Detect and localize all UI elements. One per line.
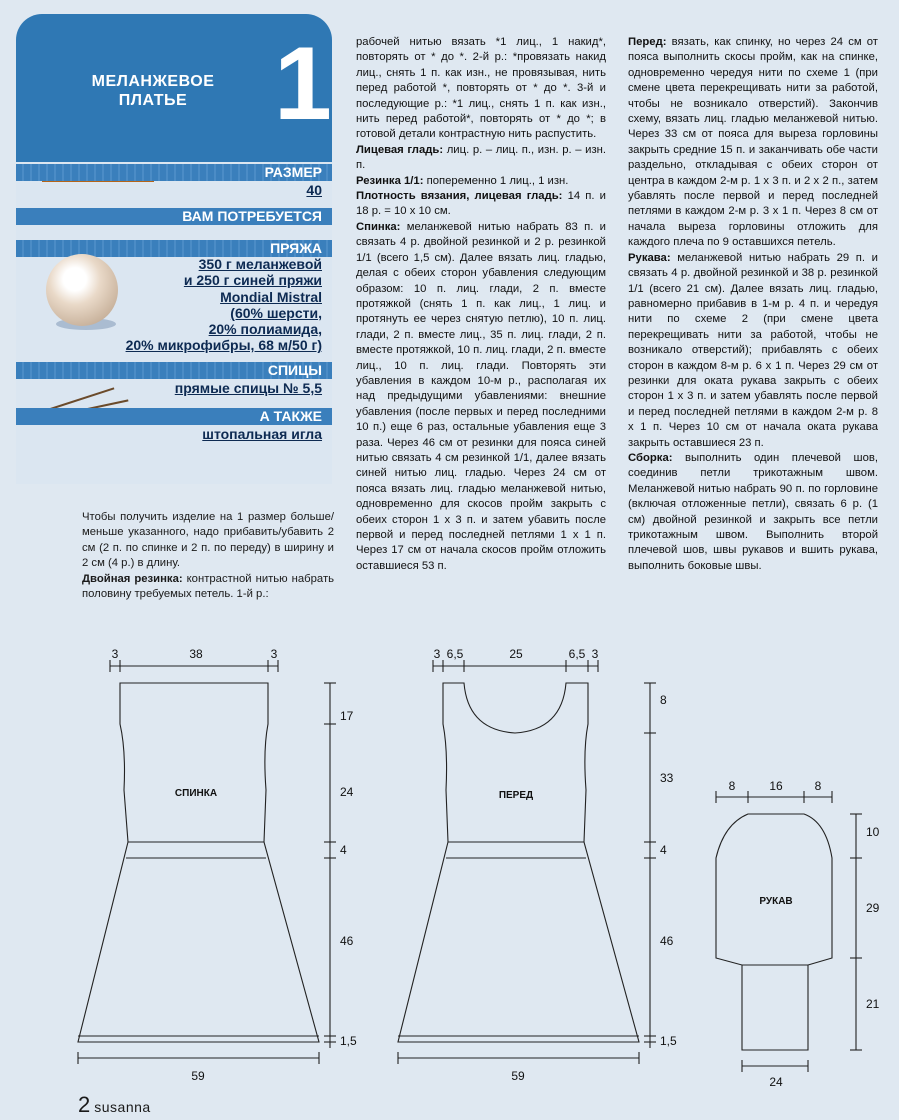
title-line-1: МЕЛАНЖЕВОЕ [91,73,215,90]
front-top-dim-1: 3 [433,647,441,661]
sleeve-right-dim-3: 21 [866,997,880,1011]
assembly-text: выполнить один плечевой шов, соединив петли трикотажным швом. Меланжевой нитью набрать 90 п. по горловине (включая отложенные петли), связать 6 р. (1 см) двойной резинкой и закрыть все петли трикотажным швом. Выполнить второй плечевой шов, швы рукавов и вшить рукава, выполнить боковые швы. [628,451,878,572]
yarn-details: 350 г меланжевой и 250 г синей пряжи Mondial Mistral (60% шерсти, 20% полиамида, 20% микрофибры, 68 м/50 г) [125,256,322,354]
front-heading: Перед: [628,36,667,48]
sleeve-text: меланжевой нитью набрать 29 п. и связать 4 р. двойной резинкой и 38 р. резинкой 1/1 (всего 21 см). Далее вязать лиц. гладью, равномерно прибавив в 1-м р. 4 п. и чередуя нити по схеме 2 (при смене цвета перекрещивать нити за работой, чтобы не возникало отверстий); прибавлять с обеих сторон в каждом 8-м р. 6 х 1 п. Через 29 см от резинки для оката рукава закрыть с обеих сторон 1 х 3 п. и затем убавлять после первой и перед последней петлями в каждом 2-м р. 8 х 1 п. Через 10 см от начала оката рукава закрыть оставшиеся 23 п. [628,251,878,449]
need-label: ВАМ ПОТРЕБУЕТСЯ [182,208,322,224]
front-right-dim-3: 4 [660,843,667,857]
density-text: 14 п. и 18 р. = 10 х 10 см. [356,190,606,218]
double-rib-heading: Двойная резинка: [82,572,183,585]
front-right-dim-1: 8 [660,693,667,707]
front-top-dim-5: 3 [591,647,599,661]
pattern-number: 1 [274,26,332,142]
size-adjust-note: Чтобы получить изделие на 1 размер больше/меньше указанного, надо прибавить/убавить 2 см (2 п. по спинке и 2 п. по переду) в ширину и 2 см (4 р.) в длину. [82,511,334,570]
sleeve-piece-outline [716,814,832,1050]
page-footer [78,1092,151,1118]
double-rib-continued: рабочей нитью вязать *1 лиц., 1 накид*, повторять от * до *. 2-й р.: *провязать накид лиц., снять 1 п. как изн., не провязывая, нить перед работой *, повторять от * до *. 3-й и последующие р.: *1 лиц., снять 1 п. как изн., нить перед работой*, повторять от * до *; в готовой детали контрастную нить распустить. [356,36,606,141]
sleeve-top-dim-3: 8 [814,779,822,793]
sleeve-right-dim-2: 29 [866,901,880,915]
back-top-dim-3: 3 [270,647,278,661]
back-top-dim-2: 38 [189,647,203,661]
density-heading: Плотность вязания, лицевая гладь: [356,190,563,203]
back-label: СПИНКА [174,788,218,799]
sleeve-right-dim-1: 10 [866,825,880,839]
rib-text: попеременно 1 лиц., 1 изн. [423,174,569,187]
back-top-dim-1: 3 [111,647,119,661]
front-bottom-dim: 59 [511,1069,525,1083]
back-right-dim-4: 46 [340,934,354,948]
back-text: меланжевой нитью набрать 83 п. и связать 4 р. двойной резинкой и 2 р. резинкой 1/1 (всего 1,5 см). Далее вязать лиц. гладью, делая с обеих сторон убавления следующим образом: 10 п. лиц. глади, 2 п. вместе протяжкой (снять 1 п. как лиц., 1 лиц. и протянуть ее через снятую петлю), 10 п. лиц. глади, 2 п. вместе лиц., 35 п. лиц. глади, 2 п. вместе протяжкой, 10 п. лиц. глади, 2 п. вместе лиц., 10 п. лиц. глади. Повторять эти убавления в каждом 10-м р., располагая их над предыдущими убавлениями: внешние убавления (после первых и перед последними 10 п.) еще 6 раз, остальные убавления еще 3 раза. Через 46 см от резинки для пояса синей нитью связать 4 см резинкой 1/1, далее вязать синей нитью лиц. гладью. Через 24 см от пояса вязать лиц. гладью меланжевой нитью, одновременно для скосов пройм закрыть с обеих сторон 1 х 3 п. и затем убавить после первой и перед последней петлями 1 х 1 п. Через 17 см от начала скосов пройм отложить оставшиеся 53 п. [356,220,606,572]
sleeve-top-dim-2: 16 [769,779,783,793]
sleeve-heading: Рукава: [628,251,671,264]
front-label: ПЕРЕД [498,790,534,801]
title-line-2: ПЛАТЬЕ [118,92,188,109]
back-piece-outline [78,683,319,1042]
also-label: А ТАКЖЕ [259,408,322,424]
rib-heading: Резинка 1/1: [356,174,424,187]
back-right-dim-2: 24 [340,785,354,799]
front-top-dim-4: 6,5 [568,647,586,661]
back-right-dim-5: 1,5 [340,1034,357,1048]
sleeve-label: РУКАВ [759,896,793,907]
also-value: штопальная игла [202,426,322,442]
front-top-dim-2: 6,5 [446,647,464,661]
assembly-heading: Сборка: [628,451,673,464]
stockinette-text: лиц. р. – лиц. п., изн. р. – изн. п. [356,143,606,172]
front-top-dim-3: 25 [509,647,523,661]
sleeve-bottom-dim: 24 [769,1075,783,1089]
size-label: РАЗМЕР [264,164,322,180]
yarn-label: ПРЯЖА [270,240,322,256]
front-right-dim-2: 33 [660,771,674,785]
front-right-dim-5: 1,5 [660,1034,677,1048]
back-bottom-dim: 59 [191,1069,205,1083]
front-text: вязать, как спинку, но через 24 см от пояса выполнить скосы пройм, как на спинке, одновременно чередуя нити по схеме 1 (при смене цвета перекрещивать нити за работой, чтобы не возникало отверстий). Закончив схему, вязать лиц. гладью меланжевой нитью. Через 33 см от пояса для выреза горловины закрыть средние 15 п. и заканчивать обе части раздельно, откладывая с обеих сторон от центра в каждом 2-м р. 1 х 3 п. и 2 х 2 п., затем убавлять после первой и перед последней петлями в каждом 2-м р. 3 х 1 п. Через 8 см от начала выреза горловины отложить для каждого плеча по 9 оставшихся петель. [628,36,878,249]
needles-value: прямые спицы № 5,5 [174,380,322,396]
needles-label: СПИЦЫ [267,362,322,378]
front-piece-outline [398,683,639,1042]
back-heading: Спинка: [356,220,401,233]
front-right-dim-4: 46 [660,934,674,948]
sleeve-top-dim-1: 8 [728,779,736,793]
back-right-dim-1: 17 [340,709,354,723]
back-right-dim-3: 4 [340,843,347,857]
size-value: 40 [306,182,322,198]
stockinette-heading: Лицевая гладь: [356,143,444,156]
page-number: 2 [78,1092,91,1117]
brand-name: susanna [94,1099,151,1115]
double-rib-text: контрастной нитью набрать половину требуемых петель. 1-й р.: [82,572,334,601]
